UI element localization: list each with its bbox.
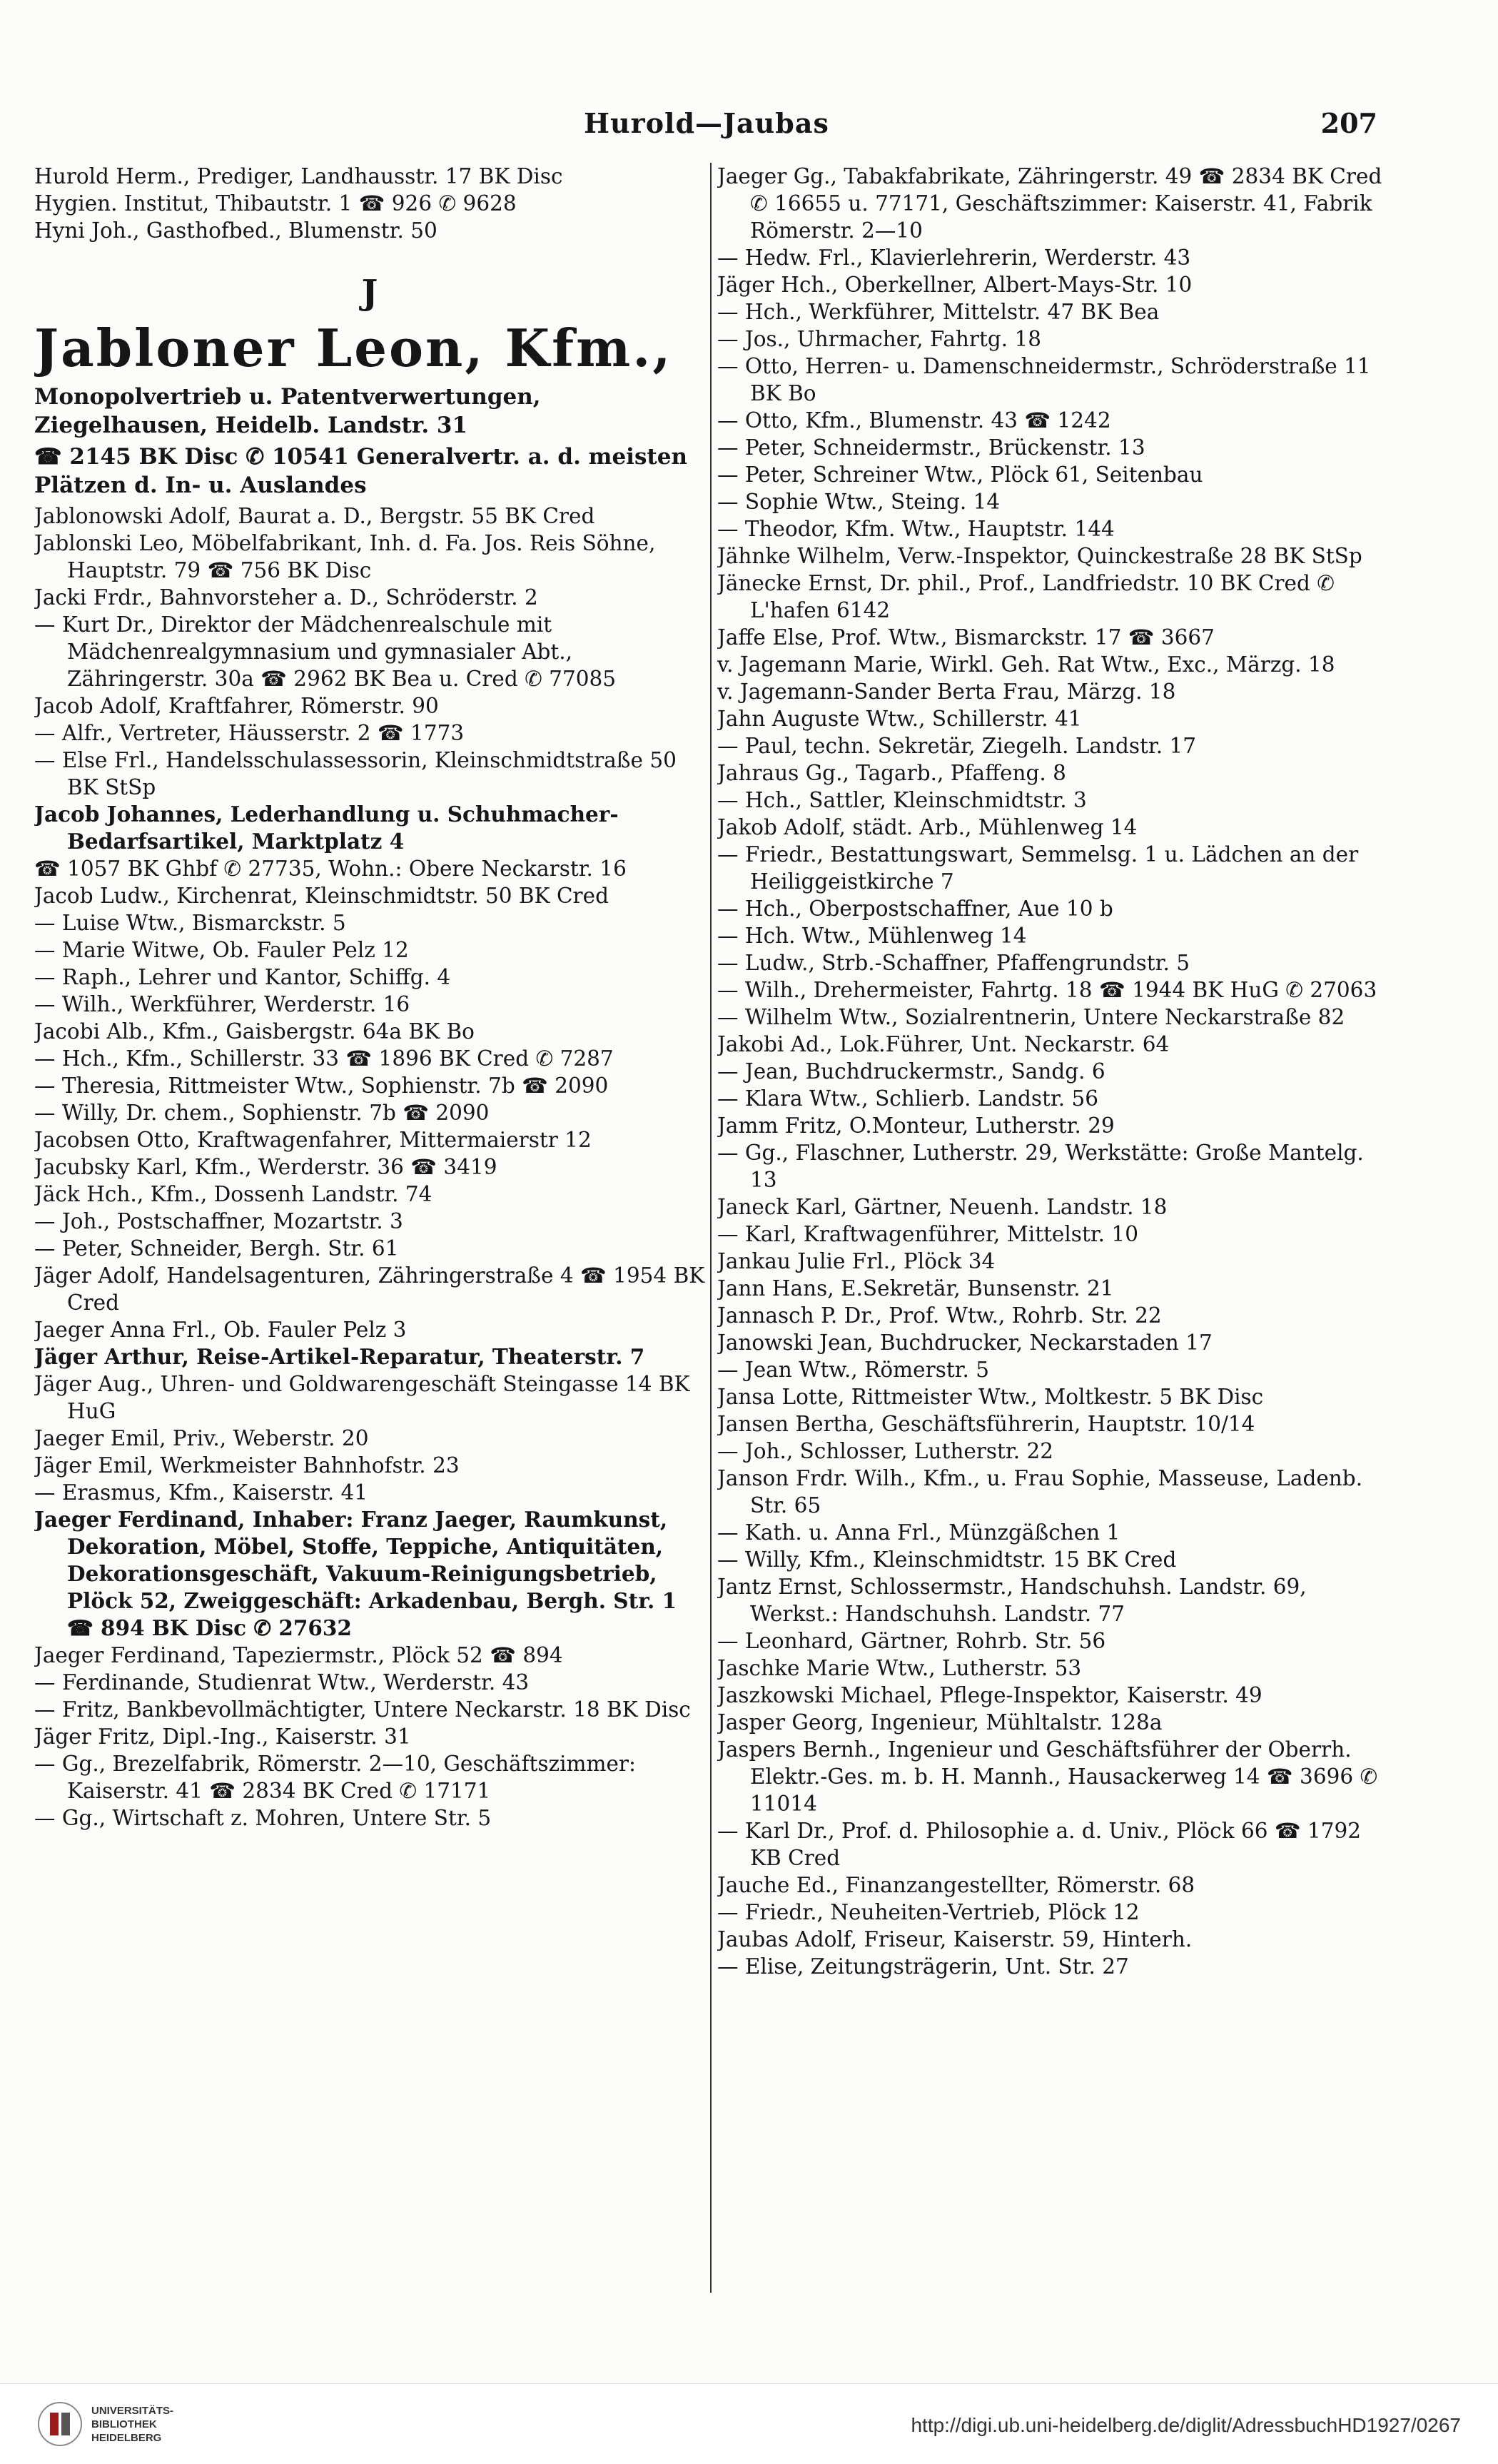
- directory-entry: Jablonski Leo, Möbelfabrikant, Inh. d. Fa. Jos. Reis Söhne, Hauptstr. 79 ☎ 756 BK Disc: [34, 531, 656, 582]
- directory-entry: — Fritz, Bankbevollmächtigter, Untere Neckarstr. 18 BK Disc: [34, 1697, 691, 1722]
- directory-entry: Jaeger Emil, Priv., Weberstr. 20: [34, 1426, 369, 1450]
- directory-entry: — Hch., Sattler, Kleinschmidtstr. 3: [717, 788, 1087, 812]
- directory-entry: — Theodor, Kfm. Wtw., Hauptstr. 144: [717, 517, 1115, 541]
- source-url-link[interactable]: http://digi.ub.uni-heidelberg.de/diglit/AdressbuchHD1927/0267: [911, 2414, 1461, 2436]
- directory-entry: — Elise, Zeitungsträgerin, Unt. Str. 27: [717, 1954, 1129, 1979]
- advert-heading: Jabloner Leon, Kfm.,: [34, 318, 673, 378]
- directory-entry: Hurold Herm., Prediger, Landhausstr. 17 BK Disc: [34, 164, 563, 188]
- directory-entry: — Gg., Wirtschaft z. Mohren, Untere Str. 5: [34, 1806, 492, 1830]
- directory-entry: — Alfr., Vertreter, Häusserstr. 2 ☎ 1773: [34, 721, 465, 745]
- directory-entry: Jaeger Gg., Tabakfabrikate, Zähringerstr. 49 ☎ 2834 BK Cred ✆ 16655 u. 77171, Geschäftszimmer: Kaiserstr. 41, Fabrik Römerstr. 2—10: [717, 164, 1382, 243]
- entries-bottom: [34, 1642, 705, 1832]
- directory-entry: Jansa Lotte, Rittmeister Wtw., Moltkestr. 5 BK Disc: [717, 1385, 1264, 1409]
- directory-entry: v. Jagemann Marie, Wirkl. Geh. Rat Wtw., Exc., Märzg. 18: [717, 652, 1335, 677]
- directory-entry: — Hch., Werkführer, Mittelstr. 47 BK Bea: [717, 300, 1160, 324]
- directory-entry: Jamm Fritz, O.Monteur, Lutherstr. 29: [717, 1114, 1115, 1138]
- directory-entry: — Else Frl., Handelsschulassessorin, Kleinschmidtstraße 50 BK StSp: [34, 748, 677, 799]
- entries-after-bold-1: [34, 855, 705, 1343]
- directory-entry: — Jean Wtw., Römerstr. 5: [717, 1358, 990, 1382]
- entries-after-bold-2: [34, 1370, 705, 1506]
- directory-entry: — Ferdinande, Studienrat Wtw., Werderstr. 43: [34, 1670, 530, 1695]
- directory-entry: ☎ 1057 BK Ghbf ✆ 27735, Wohn.: Obere Neckarstr. 16: [34, 857, 627, 881]
- directory-entry: — Friedr., Neuheiten-Vertrieb, Plöck 12: [717, 1900, 1140, 1924]
- entries-middle: [34, 503, 705, 801]
- directory-entry: Jähnke Wilhelm, Verw.-Inspektor, Quinckestraße 28 BK StSp: [717, 544, 1362, 568]
- directory-entry: Hyni Joh., Gasthofbed., Blumenstr. 50: [34, 218, 437, 243]
- logo-line: HEIDELBERG: [91, 2431, 162, 2444]
- directory-entry: — Erasmus, Kfm., Kaiserstr. 41: [34, 1480, 368, 1505]
- page-footer: [0, 2383, 1498, 2464]
- directory-entry: — Luise Wtw., Bismarckstr. 5: [34, 911, 346, 935]
- entries-right: [717, 163, 1394, 1980]
- directory-entry: — Karl Dr., Prof. d. Philosophie a. d. Univ., Plöck 66 ☎ 1792 KB Cred: [717, 1819, 1362, 1870]
- directory-entry: — Peter, Schneider, Bergh. Str. 61: [34, 1236, 399, 1261]
- directory-entry: — Otto, Herren- u. Damenschneidermstr., Schröderstraße 11 BK Bo: [717, 354, 1371, 405]
- directory-entry: Jann Hans, E.Sekretär, Bunsenstr. 21: [717, 1276, 1114, 1301]
- entries-top: [34, 163, 705, 244]
- directory-entry: Jansen Bertha, Geschäftsführerin, Hauptstr. 10/14: [717, 1412, 1255, 1436]
- directory-entry: Jäck Hch., Kfm., Dossenh Landstr. 74: [34, 1182, 432, 1206]
- section-letter: J: [361, 273, 378, 313]
- logo-line: UNIVERSITÄTS-: [91, 2404, 174, 2417]
- logo-line: BIBLIOTHEK: [91, 2418, 157, 2430]
- directory-entry: Jäger Hch., Oberkellner, Albert-Mays-Str. 10: [717, 273, 1193, 297]
- directory-entry: Jäger Emil, Werkmeister Bahnhofstr. 23: [34, 1453, 460, 1478]
- directory-entry: Jaffe Else, Prof. Wtw., Bismarckstr. 17 ☎ 3667: [717, 625, 1215, 650]
- column-divider: [710, 163, 712, 2293]
- directory-entry: — Karl, Kraftwagenführer, Mittelstr. 10: [717, 1222, 1138, 1246]
- directory-entry: — Hch. Wtw., Mühlenweg 14: [717, 924, 1027, 948]
- left-column: [34, 163, 705, 2293]
- directory-entry: Jankau Julie Frl., Plöck 34: [717, 1249, 996, 1273]
- library-logo-icon: [37, 2401, 83, 2447]
- directory-entry: Janeck Karl, Gärtner, Neuenh. Landstr. 18: [717, 1195, 1168, 1219]
- directory-entry: Jacob Ludw., Kirchenrat, Kleinschmidtstr. 50 BK Cred: [34, 884, 609, 908]
- directory-entry: — Wilh., Werkführer, Werderstr. 16: [34, 992, 410, 1016]
- directory-entry: — Kath. u. Anna Frl., Münzgäßchen 1: [717, 1520, 1120, 1545]
- directory-entry: Jacubsky Karl, Kfm., Werderstr. 36 ☎ 3419: [34, 1155, 497, 1179]
- directory-entry: Jablonowski Adolf, Baurat a. D., Bergstr. 55 BK Cred: [34, 504, 595, 528]
- directory-entry: Jäger Fritz, Dipl.-Ing., Kaiserstr. 31: [34, 1725, 411, 1749]
- library-logo-text: [91, 2404, 173, 2445]
- directory-entry: Jaspers Bernh., Ingenieur und Geschäftsführer der Oberrh. Elektr.-Ges. m. b. H. Mannh., Hausackerweg 14 ☎ 3696 ✆ 11014: [717, 1737, 1378, 1816]
- directory-entry: Jäger Adolf, Handelsagenturen, Zähringerstraße 4 ☎ 1954 BK Cred: [34, 1263, 705, 1315]
- advert-body: [34, 383, 705, 500]
- directory-entry: Jaeger Ferdinand, Tapeziermstr., Plöck 52 ☎ 894: [34, 1643, 563, 1667]
- directory-entry: Jänecke Ernst, Dr. phil., Prof., Landfriedstr. 10 BK Cred ✆ L'hafen 6142: [717, 571, 1335, 622]
- bold-entry-jacob-johannes: Jacob Johannes, Lederhandlung u. Schuhmacher-Bedarfsartikel, Marktplatz 4: [34, 802, 619, 854]
- directory-entry: — Sophie Wtw., Steing. 14: [717, 490, 1001, 514]
- page-number: 207: [1320, 107, 1377, 139]
- directory-entry: — Friedr., Bestattungswart, Semmelsg. 1 u. Lädchen an der Heiliggeistkirche 7: [717, 842, 1359, 894]
- bold-entry-jaeger-arthur: Jäger Arthur, Reise-Artikel-Reparatur, Theaterstr. 7: [34, 1344, 645, 1369]
- directory-entry: — Gg., Flaschner, Lutherstr. 29, Werkstätte: Große Mantelg. 13: [717, 1141, 1364, 1192]
- directory-entry: Hygien. Institut, Thibautstr. 1 ☎ 926 ✆ 9628: [34, 191, 517, 216]
- directory-entry: — Jos., Uhrmacher, Fahrtg. 18: [717, 327, 1042, 351]
- directory-entry: Jacobi Alb., Kfm., Gaisbergstr. 64a BK Bo: [34, 1019, 475, 1044]
- directory-entry: Jauche Ed., Finanzangestellter, Römerstr. 68: [717, 1873, 1195, 1897]
- directory-entry: Jakob Adolf, städt. Arb., Mühlenweg 14: [717, 815, 1138, 839]
- advert-line: Monopolvertrieb u. Patentverwertungen, Ziegelhausen, Heidelb. Landstr. 31: [34, 384, 541, 438]
- directory-entry: — Joh., Schlosser, Lutherstr. 22: [717, 1439, 1054, 1463]
- directory-entry: — Peter, Schneidermstr., Brückenstr. 13: [717, 435, 1145, 460]
- directory-entry: Jakobi Ad., Lok.Führer, Unt. Neckarstr. 64: [717, 1032, 1170, 1056]
- directory-entry: v. Jagemann-Sander Berta Frau, Märzg. 18: [717, 680, 1176, 704]
- directory-entry: Jahraus Gg., Tagarb., Pfaffeng. 8: [717, 761, 1066, 785]
- directory-entry: — Joh., Postschaffner, Mozartstr. 3: [34, 1209, 403, 1233]
- directory-entry: — Peter, Schreiner Wtw., Plöck 61, Seitenbau: [717, 463, 1203, 487]
- directory-entry: — Otto, Kfm., Blumenstr. 43 ☎ 1242: [717, 408, 1111, 433]
- directory-entry: — Jean, Buchdruckermstr., Sandg. 6: [717, 1059, 1105, 1084]
- directory-entry: Jacki Frdr., Bahnvorsteher a. D., Schröderstr. 2: [34, 585, 538, 610]
- directory-entry: — Gg., Brezelfabrik, Römerstr. 2—10, Geschäftszimmer: Kaiserstr. 41 ☎ 2834 BK Cred ✆ 17171: [34, 1752, 636, 1803]
- directory-entry: Janson Frdr. Wilh., Kfm., u. Frau Sophie, Masseuse, Ladenb. Str. 65: [717, 1466, 1363, 1518]
- advert-line: ☎ 2145 BK Disc ✆ 10541 Generalvertr. a. d. meisten Plätzen d. In- u. Auslandes: [34, 444, 687, 498]
- directory-entry: — Willy, Kfm., Kleinschmidtstr. 15 BK Cred: [717, 1547, 1177, 1572]
- directory-entry: — Leonhard, Gärtner, Rohrb. Str. 56: [717, 1629, 1106, 1653]
- page-header: [36, 107, 1377, 150]
- directory-entry: Jannasch P. Dr., Prof. Wtw., Rohrb. Str. 22: [717, 1303, 1162, 1328]
- right-column: [717, 163, 1394, 2293]
- directory-entry: Jaeger Anna Frl., Ob. Fauler Pelz 3: [34, 1318, 407, 1342]
- directory-entry: — Hch., Kfm., Schillerstr. 33 ☎ 1896 BK Cred ✆ 7287: [34, 1046, 614, 1071]
- directory-entry: — Willy, Dr. chem., Sophienstr. 7b ☎ 2090: [34, 1101, 490, 1125]
- bold-entry-jaeger-ferdinand: Jaeger Ferdinand, Inhaber: Franz Jaeger, Raumkunst, Dekoration, Möbel, Stoffe, Teppiche, Antiquitäten, Dekorationsgeschäft, Vakuum-Reinigungsbetrieb, Plöck 52, Zweiggeschäft: Arkadenbau, Bergh. Str. 1 ☎ 894 BK Disc ✆ 27632: [34, 1507, 677, 1640]
- library-logo[interactable]: [37, 2401, 173, 2447]
- directory-entry: Jäger Aug., Uhren- und Goldwarengeschäft Steingasse 14 BK HuG: [34, 1372, 690, 1423]
- directory-entry: Jaszkowski Michael, Pflege-Inspektor, Kaiserstr. 49: [717, 1683, 1262, 1707]
- directory-entry: — Theresia, Rittmeister Wtw., Sophienstr. 7b ☎ 2090: [34, 1074, 609, 1098]
- running-head: Hurold—Jaubas: [584, 107, 829, 139]
- directory-entry: — Raph., Lehrer und Kantor, Schiffg. 4: [34, 965, 451, 989]
- directory-entry: — Wilh., Drehermeister, Fahrtg. 18 ☎ 1944 BK HuG ✆ 27063: [717, 978, 1377, 1002]
- directory-entry: Janowski Jean, Buchdrucker, Neckarstaden 17: [717, 1331, 1213, 1355]
- directory-entry: Jacob Adolf, Kraftfahrer, Römerstr. 90: [34, 694, 439, 718]
- directory-entry: Jaubas Adolf, Friseur, Kaiserstr. 59, Hinterh.: [717, 1927, 1193, 1951]
- directory-entry: Jacobsen Otto, Kraftwagenfahrer, Mittermaierstr 12: [34, 1128, 592, 1152]
- directory-entry: — Wilhelm Wtw., Sozialrentnerin, Untere Neckarstraße 82: [717, 1005, 1345, 1029]
- directory-entry: — Klara Wtw., Schlierb. Landstr. 56: [717, 1086, 1099, 1111]
- directory-entry: — Marie Witwe, Ob. Fauler Pelz 12: [34, 938, 409, 962]
- directory-entry: — Hedw. Frl., Klavierlehrerin, Werderstr. 43: [717, 246, 1191, 270]
- directory-entry: Jaschke Marie Wtw., Lutherstr. 53: [717, 1656, 1082, 1680]
- directory-entry: — Kurt Dr., Direktor der Mädchenrealschule mit Mädchenrealgymnasium und gymnasialer Abt., Zähringerstr. 30a ☎ 2962 BK Bea u. Cred ✆ 77085: [34, 612, 617, 691]
- directory-entry: — Ludw., Strb.-Schaffner, Pfaffengrundstr. 5: [717, 951, 1190, 975]
- directory-entry: — Paul, techn. Sekretär, Ziegelh. Landstr. 17: [717, 734, 1197, 758]
- directory-entry: Jahn Auguste Wtw., Schillerstr. 41: [717, 707, 1082, 731]
- directory-entry: Jasper Georg, Ingenieur, Mühltalstr. 128a: [717, 1710, 1163, 1735]
- directory-entry: Jantz Ernst, Schlossermstr., Handschuhsh. Landstr. 69, Werkst.: Handschuhsh. Landstr. 77: [717, 1575, 1307, 1626]
- directory-entry: — Hch., Oberpostschaffner, Aue 10 b: [717, 897, 1113, 921]
